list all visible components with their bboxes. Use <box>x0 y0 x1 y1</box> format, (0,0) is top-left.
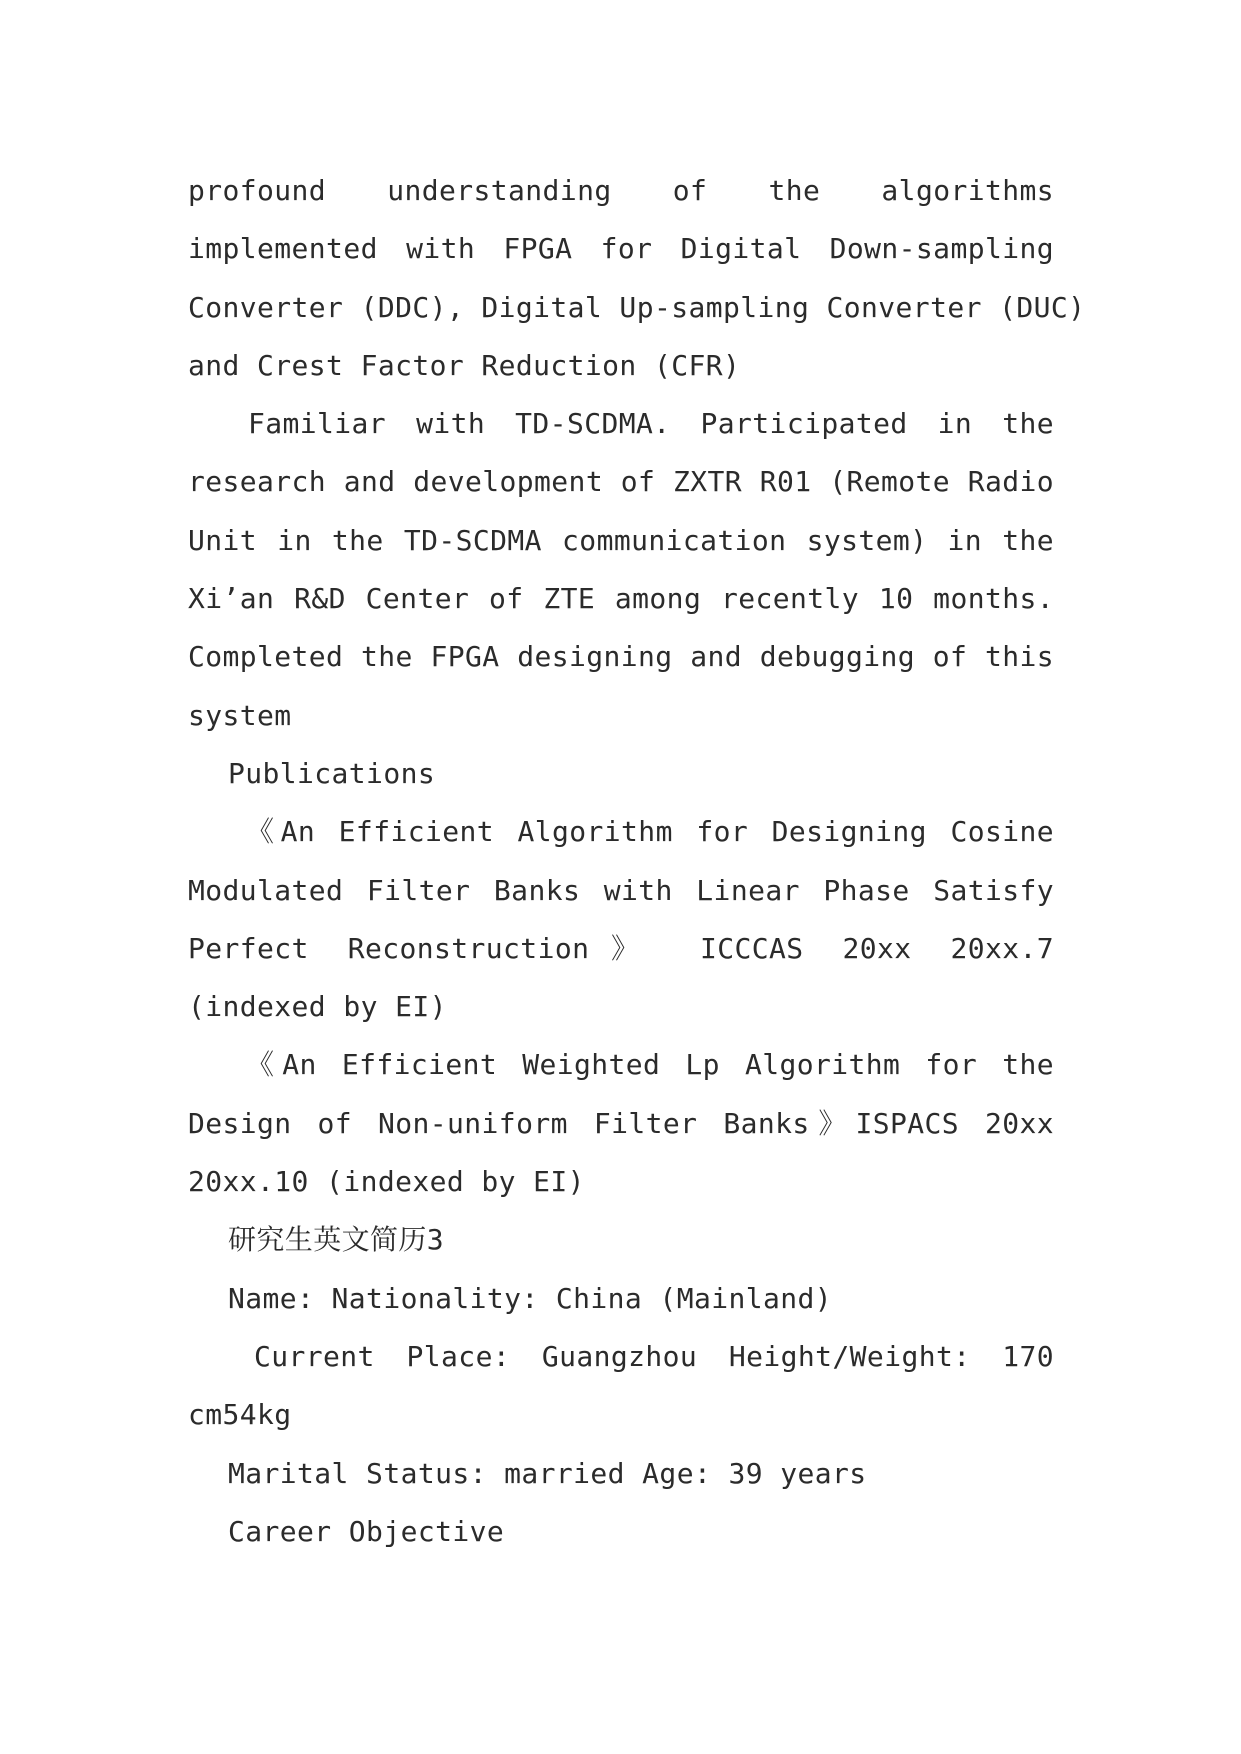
resume-section-title <box>188 1211 1054 1269</box>
personal-info-name <box>188 1270 1054 1328</box>
text-line: Xi’an R&D Center of ZTE among recently 10 months. <box>188 582 1054 616</box>
document-body <box>188 162 1086 1561</box>
text-line: Perfect Reconstruction》 ICCCAS 20xx 20xx.7 <box>188 931 1054 965</box>
paragraph-td-scdma <box>188 395 1054 745</box>
publications-heading <box>188 745 1054 803</box>
text-line: Career Objective <box>228 1514 505 1548</box>
text-line: research and development of ZXTR R01 (Remote Radio <box>188 465 1054 499</box>
publication-item-2 <box>188 1036 1054 1211</box>
text-line: cm54kg <box>188 1398 292 1432</box>
text-line: 20xx.10 (indexed by EI) <box>188 1165 585 1199</box>
text-line: Current Place: Guangzhou Height/Weight: 170 <box>254 1339 1054 1373</box>
paragraph-fpga-algorithms <box>188 162 1086 395</box>
personal-info-marital <box>188 1445 1054 1503</box>
text-line: Name: Nationality: China (Mainland) <box>228 1281 833 1315</box>
publication-item-1 <box>188 803 1054 1036</box>
text-line: (indexed by EI) <box>188 990 447 1024</box>
text-line: Familiar with TD-SCDMA. Participated in the <box>248 407 1054 441</box>
text-line: Design of Non-uniform Filter Banks》ISPACS 20xx <box>188 1106 1054 1140</box>
text-line: Completed the FPGA designing and debugging of this <box>188 640 1054 674</box>
text-line: Publications <box>228 756 436 790</box>
personal-info-place <box>188 1328 1054 1445</box>
text-line: Converter (DDC), Digital Up-sampling Converter (DUC) <box>188 290 1086 324</box>
text-line: 《An Efficient Algorithm for Designing Cosine <box>246 815 1054 849</box>
text-line: and Crest Factor Reduction (CFR) <box>188 348 741 382</box>
text-line: Marital Status: married Age: 39 years <box>228 1456 867 1490</box>
text-line: 《An Efficient Weighted Lp Algorithm for the <box>246 1048 1054 1082</box>
text-line: Modulated Filter Banks with Linear Phase Satisfy <box>188 873 1054 907</box>
career-objective-heading <box>188 1503 1054 1561</box>
text-line: system <box>188 698 292 732</box>
text-line: 研究生英文简历3 <box>228 1223 445 1257</box>
text-line: Unit in the TD-SCDMA communication system) in the <box>188 523 1054 557</box>
text-line: profound understanding of the algorithms <box>188 174 1054 207</box>
text-line: implemented with FPGA for Digital Down-sampling <box>188 232 1054 266</box>
